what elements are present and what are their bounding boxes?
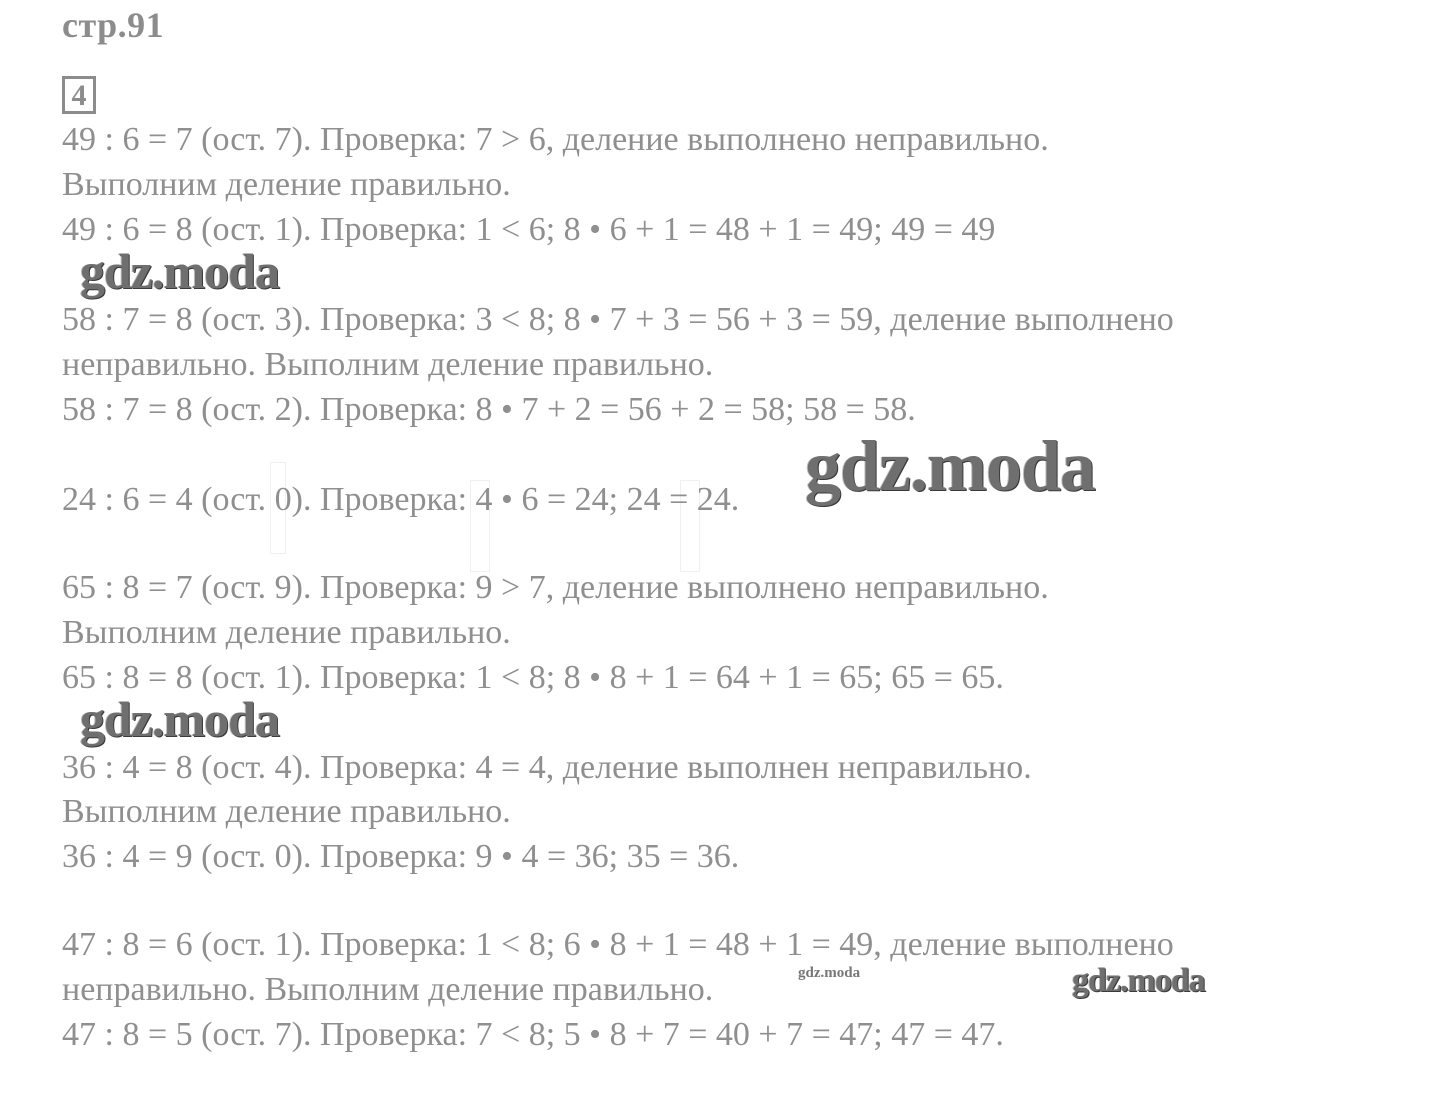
task-number-box: 4	[62, 76, 96, 114]
solution-line: 49 : 6 = 7 (ост. 7). Проверка: 7 > 6, деление выполнено неправильно.	[62, 121, 1049, 158]
solution-line: 65 : 8 = 8 (ост. 1). Проверка: 1 < 8; 8 • 8 + 1 = 64 + 1 = 65; 65 = 65.	[62, 659, 1004, 696]
watermark: gdz.moda	[80, 243, 279, 299]
solution-line: Выполним деление правильно.	[62, 614, 511, 651]
solution-line: 47 : 8 = 6 (ост. 1). Проверка: 1 < 8; 6 • 8 + 1 = 48 + 1 = 49, деление выполнено	[62, 926, 1174, 963]
solution-line: Выполним деление правильно.	[62, 793, 511, 830]
solution-line: 49 : 6 = 8 (ост. 1). Проверка: 1 < 6; 8 • 6 + 1 = 48 + 1 = 49; 49 = 49	[62, 211, 996, 248]
watermark: gdz.moda	[1072, 962, 1205, 999]
solution-line: 47 : 8 = 5 (ост. 7). Проверка: 7 < 8; 5 • 8 + 7 = 40 + 7 = 47; 47 = 47.	[62, 1016, 1004, 1053]
solution-line: 65 : 8 = 7 (ост. 9). Проверка: 9 > 7, деление выполнено неправильно.	[62, 569, 1049, 606]
watermark: gdz.moda	[80, 691, 279, 747]
watermark: gdz.moda	[798, 965, 861, 981]
solution-line: Выполним деление правильно.	[62, 166, 511, 203]
solution-line: 36 : 4 = 9 (ост. 0). Проверка: 9 • 4 = 36; 35 = 36.	[62, 838, 740, 875]
watermark: gdz.moda	[805, 426, 1096, 506]
solution-line: неправильно. Выполним деление правильно.	[62, 346, 714, 383]
solution-line: 58 : 7 = 8 (ост. 2). Проверка: 8 • 7 + 2 = 56 + 2 = 58; 58 = 58.	[62, 391, 916, 428]
solution-line: 58 : 7 = 8 (ост. 3). Проверка: 3 < 8; 8 • 7 + 3 = 56 + 3 = 59, деление выполнено	[62, 301, 1174, 338]
solution-line: 24 : 6 = 4 (ост. 0). Проверка: 4 • 6 = 24; 24 = 24.	[62, 481, 740, 518]
page-label: стр.91	[62, 5, 165, 45]
solution-line: неправильно. Выполним деление правильно.	[62, 971, 714, 1008]
solution-line: 36 : 4 = 8 (ост. 4). Проверка: 4 = 4, деление выполнен неправильно.	[62, 749, 1032, 786]
